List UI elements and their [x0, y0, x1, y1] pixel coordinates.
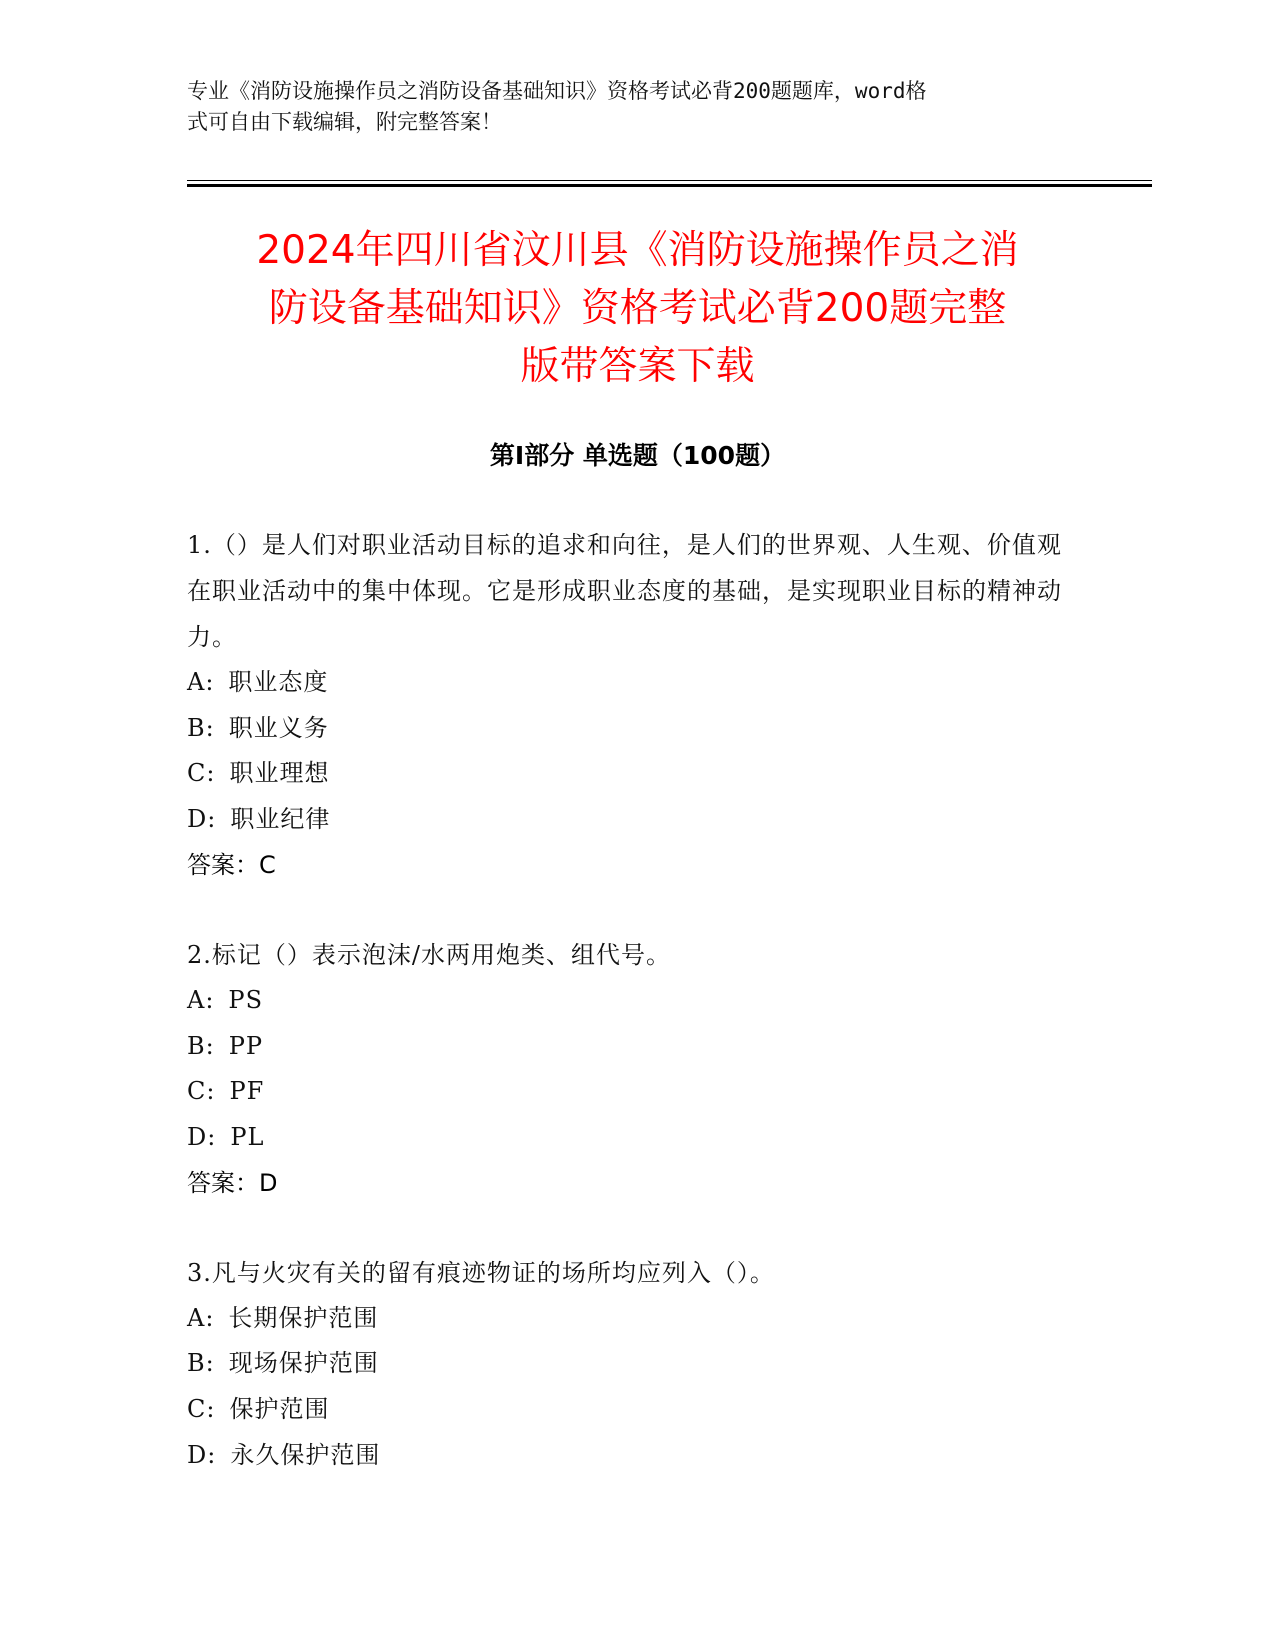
- option-label: B:: [187, 1349, 215, 1378]
- option-c: [187, 1069, 1067, 1115]
- option-label: C:: [187, 1395, 216, 1424]
- option-a: [187, 978, 1067, 1024]
- option-label: D:: [187, 1122, 217, 1151]
- section-heading: 第Ⅰ部分 单选题（100题）: [489, 441, 786, 470]
- option-label: B:: [187, 1031, 215, 1060]
- option-d: [187, 1115, 1067, 1161]
- option-text: 职业理想: [229, 759, 330, 788]
- option-label: B:: [187, 713, 215, 742]
- option-b: [187, 706, 1067, 752]
- question-stem: 3.凡与火灾有关的留有痕迹物证的场所均应列入（）。: [187, 1258, 775, 1287]
- header-divider-thin: [187, 180, 1152, 181]
- option-label: D:: [187, 1440, 217, 1469]
- option-d: [187, 1433, 1067, 1479]
- question-1: [187, 522, 1067, 888]
- question-3: [187, 1250, 1067, 1479]
- document-title-line-1: 2024年四川省汶川县《消防设施操作员之消: [256, 228, 1019, 273]
- header-note-line-1: 专业《消防设施操作员之消防设备基础知识》资格考试必背200题题库，word格: [187, 79, 927, 103]
- option-text: 现场保护范围: [228, 1349, 379, 1378]
- option-text: 保护范围: [229, 1395, 330, 1424]
- header-note-line-2: 式可自由下载编辑，附完整答案！: [187, 110, 502, 134]
- option-text: 永久保护范围: [230, 1440, 381, 1469]
- option-label: D:: [187, 805, 217, 834]
- question-2: [187, 932, 1067, 1206]
- question-stem: 2.标记（）表示泡沫/水两用炮类、组代号。: [187, 940, 671, 969]
- option-a: [187, 660, 1067, 706]
- answer-line: 答案：D: [187, 1168, 278, 1197]
- document-title: [170, 222, 1105, 396]
- option-d: [187, 797, 1067, 843]
- option-label: C:: [187, 1077, 216, 1106]
- option-b: [187, 1341, 1067, 1387]
- option-label: A:: [187, 1303, 215, 1332]
- option-text: PP: [228, 1031, 264, 1060]
- option-label: A:: [187, 985, 215, 1014]
- header-divider-thick: [187, 184, 1152, 187]
- option-text: PS: [228, 985, 264, 1014]
- option-b: [187, 1024, 1067, 1070]
- option-text: PF: [229, 1077, 265, 1106]
- document-title-line-2: 防设备基础知识》资格考试必背200题完整: [268, 286, 1007, 331]
- question-stem: 1.（）是人们对职业活动目标的追求和向往，是人们的世界观、人生观、价值观在职业活动中的集中体现。它是形成职业态度的基础，是实现职业目标的精神动力。: [187, 531, 1062, 651]
- option-a: [187, 1296, 1067, 1342]
- option-label: C:: [187, 759, 216, 788]
- option-text: 职业纪律: [230, 805, 331, 834]
- option-c: [187, 1387, 1067, 1433]
- option-text: 长期保护范围: [228, 1303, 379, 1332]
- header-note: [187, 76, 1067, 138]
- question-list: [187, 522, 1067, 1522]
- document-title-line-3: 版带答案下载: [520, 344, 755, 389]
- option-c: [187, 751, 1067, 797]
- option-text: 职业义务: [228, 713, 329, 742]
- answer-line: 答案：C: [187, 850, 276, 879]
- option-text: 职业态度: [228, 668, 329, 696]
- option-text: PL: [230, 1122, 265, 1151]
- option-label: A:: [187, 668, 215, 696]
